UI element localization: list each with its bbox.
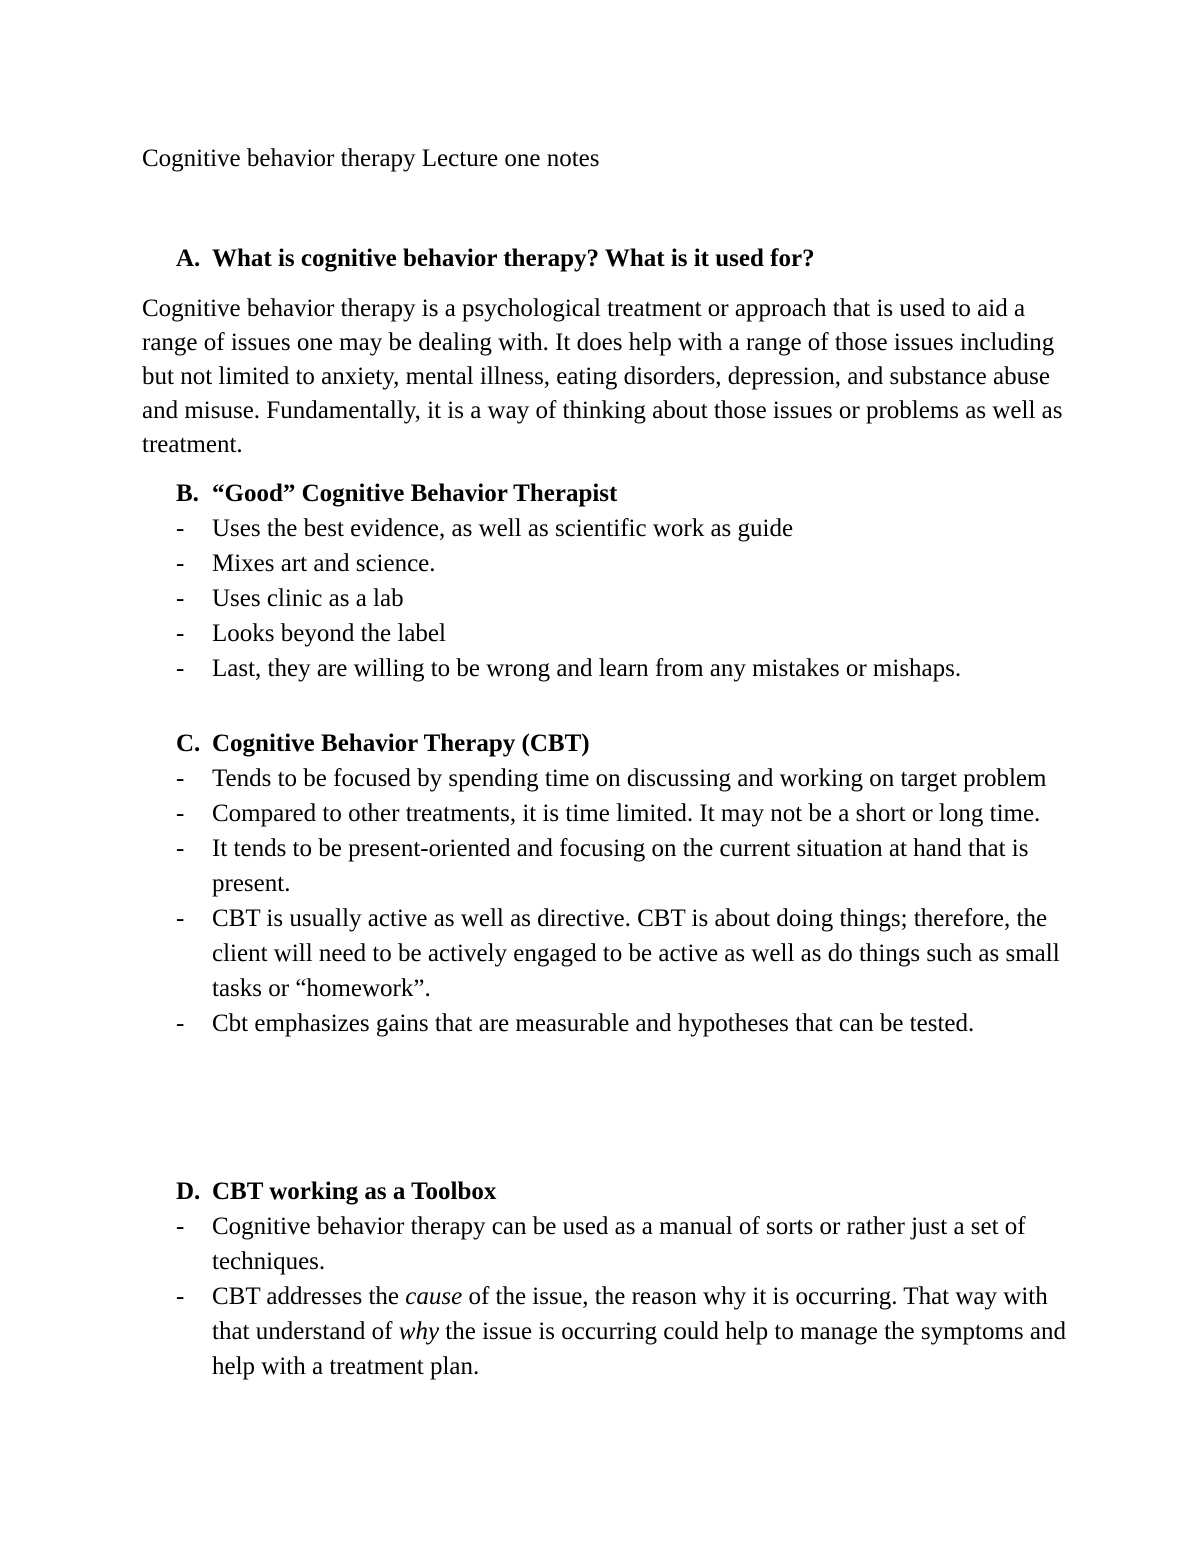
section-a-letter: A. — [176, 245, 201, 272]
list-item — [176, 831, 1076, 901]
list-item — [176, 616, 1076, 651]
bullet-dash: - — [176, 800, 185, 827]
list-item-text-part: the issue is occurring could help to manage the symptoms and help with a treatment plan. — [212, 1318, 1066, 1380]
section-d-heading — [176, 1175, 496, 1209]
list-item — [176, 1006, 1076, 1041]
document-title: Cognitive behavior therapy Lecture one notes — [142, 145, 600, 172]
bullet-dash: - — [176, 835, 185, 862]
section-b-heading — [176, 477, 617, 511]
bullet-dash: - — [176, 1283, 185, 1310]
list-item-text: Looks beyond the label — [212, 620, 446, 647]
emphasis-cause: cause — [405, 1283, 463, 1310]
section-d-list — [176, 1209, 1076, 1384]
bullet-dash: - — [176, 765, 185, 792]
bullet-dash: - — [176, 1010, 185, 1037]
section-a-heading — [176, 242, 815, 276]
list-item-text-part: CBT addresses the — [212, 1283, 406, 1310]
section-c-heading — [176, 727, 590, 761]
bullet-dash: - — [176, 655, 185, 682]
list-item — [176, 651, 1076, 686]
list-item — [176, 901, 1076, 1006]
list-item-text: Mixes art and science. — [212, 550, 436, 577]
list-item-text: Uses clinic as a lab — [212, 585, 404, 612]
list-item-text-part: of the issue, the reason why it is occurring. That way with that understand of — [212, 1283, 1048, 1345]
section-d-heading-text: CBT working as a Toolbox — [212, 1178, 497, 1205]
section-b-letter: B. — [176, 480, 199, 507]
list-item-text: Last, they are willing to be wrong and learn from any mistakes or mishaps. — [212, 655, 962, 682]
list-item-text: Cbt emphasizes gains that are measurable and hypotheses that can be tested. — [212, 1010, 975, 1037]
section-a-heading-text: What is cognitive behavior therapy? What is it used for? — [212, 245, 815, 272]
bullet-dash: - — [176, 905, 185, 932]
section-b-list — [176, 511, 1076, 686]
emphasis-why: why — [398, 1318, 440, 1345]
list-item-text: Cognitive behavior therapy can be used as a manual of sorts or rather just a set of techniques. — [212, 1213, 1026, 1275]
section-a-paragraph: Cognitive behavior therapy is a psychological treatment or approach that is used to aid a range of issues one may be dealing with. It does help with a range of those issues including but not limited to anxiety, mental illness, eating disorders, depression, and substance abuse and misuse. Fundamentally, it is a way of thinking about those issues or problems as well as treatment. — [142, 295, 1063, 458]
list-item — [176, 761, 1076, 796]
section-c-list — [176, 761, 1076, 1041]
list-item — [176, 1209, 1076, 1279]
list-item — [176, 1279, 1076, 1384]
section-d-letter: D. — [176, 1178, 201, 1205]
section-c-heading-text: Cognitive Behavior Therapy (CBT) — [212, 730, 590, 757]
list-item — [176, 581, 1076, 616]
bullet-dash: - — [176, 620, 185, 647]
bullet-dash: - — [176, 1213, 185, 1240]
list-item-text: Compared to other treatments, it is time limited. It may not be a short or long time. — [212, 800, 1041, 827]
list-item-text: Tends to be focused by spending time on discussing and working on target problem — [212, 765, 1047, 792]
list-item — [176, 796, 1076, 831]
section-c-letter: C. — [176, 730, 201, 757]
bullet-dash: - — [176, 585, 185, 612]
list-item-text: Uses the best evidence, as well as scientific work as guide — [212, 515, 794, 542]
section-b-heading-text: “Good” Cognitive Behavior Therapist — [212, 480, 618, 507]
list-item-text: CBT is usually active as well as directive. CBT is about doing things; therefore, the client will need to be actively engaged to be active as well as do things such as small tasks or “homework”. — [212, 905, 1060, 1002]
list-item — [176, 546, 1076, 581]
list-item — [176, 511, 1076, 546]
bullet-dash: - — [176, 550, 185, 577]
bullet-dash: - — [176, 515, 185, 542]
list-item-text: It tends to be present-oriented and focusing on the current situation at hand that is present. — [212, 835, 1029, 897]
